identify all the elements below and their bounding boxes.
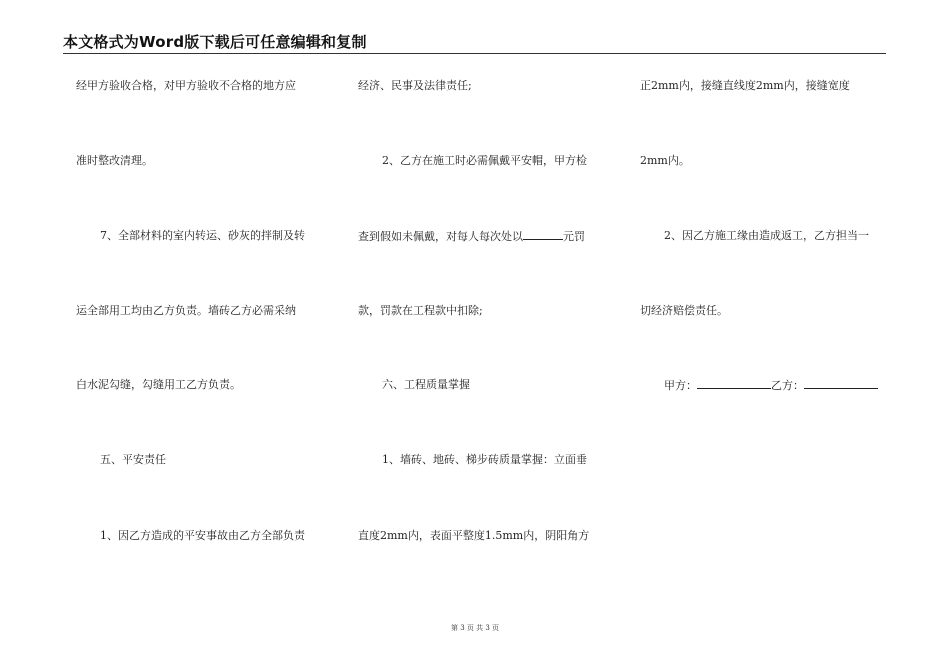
right-line-3: 2、因乙方施工缘由造成返工，乙方担当一	[664, 229, 869, 242]
section-heading-safety: 五、平安责任	[100, 453, 166, 466]
party-b-label: 乙方：	[771, 379, 804, 392]
left-line-1: 经甲方验收合格，对甲方验收不合格的地方应	[76, 79, 296, 92]
header-divider	[63, 53, 886, 54]
page-footer: 第 3 页 共 3 页	[450, 624, 500, 632]
fine-amount-blank	[523, 229, 563, 240]
middle-line-7: 直度2mm内，表面平整度1.5mm内，阴阳角方	[358, 529, 590, 542]
signature-line	[664, 378, 878, 393]
left-line-5: 白水泥勾缝，勾缝用工乙方负责。	[76, 378, 241, 391]
middle-line-4: 款，罚款在工程款中扣除;	[358, 304, 483, 317]
middle-line-3	[358, 229, 585, 244]
left-line-4: 运全部用工均由乙方负责。墙砖乙方必需采纳	[76, 304, 296, 317]
party-a-label: 甲方：	[664, 379, 697, 392]
right-line-2: 2mm内。	[640, 154, 690, 167]
right-line-1: 正2mm内，接缝直线度2mm内，接缝宽度	[640, 79, 850, 92]
section-heading-quality: 六、工程质量掌握	[382, 378, 470, 391]
left-line-3: 7、全部材料的室内转运、砂灰的拌制及转	[100, 229, 305, 242]
party-b-signature-blank	[804, 378, 878, 389]
middle-line-3-text: 查到假如未佩戴，对每人每次处以	[358, 230, 523, 243]
middle-line-3-suffix: 元罚	[563, 230, 585, 243]
left-line-7: 1、因乙方造成的平安事故由乙方全部负责	[100, 529, 305, 542]
middle-line-6: 1、墙砖、地砖、梯步砖质量掌握：立面垂	[382, 453, 587, 466]
party-a-signature-blank	[697, 378, 771, 389]
middle-line-2: 2、乙方在施工时必需佩戴平安帽，甲方检	[382, 154, 587, 167]
right-line-4: 切经济赔偿责任。	[640, 304, 728, 317]
header-title: 本文格式为Word版下载后可任意编辑和复制	[63, 33, 367, 51]
left-line-2: 准时整改清理。	[76, 154, 153, 167]
middle-line-1: 经济、民事及法律责任;	[358, 79, 472, 92]
